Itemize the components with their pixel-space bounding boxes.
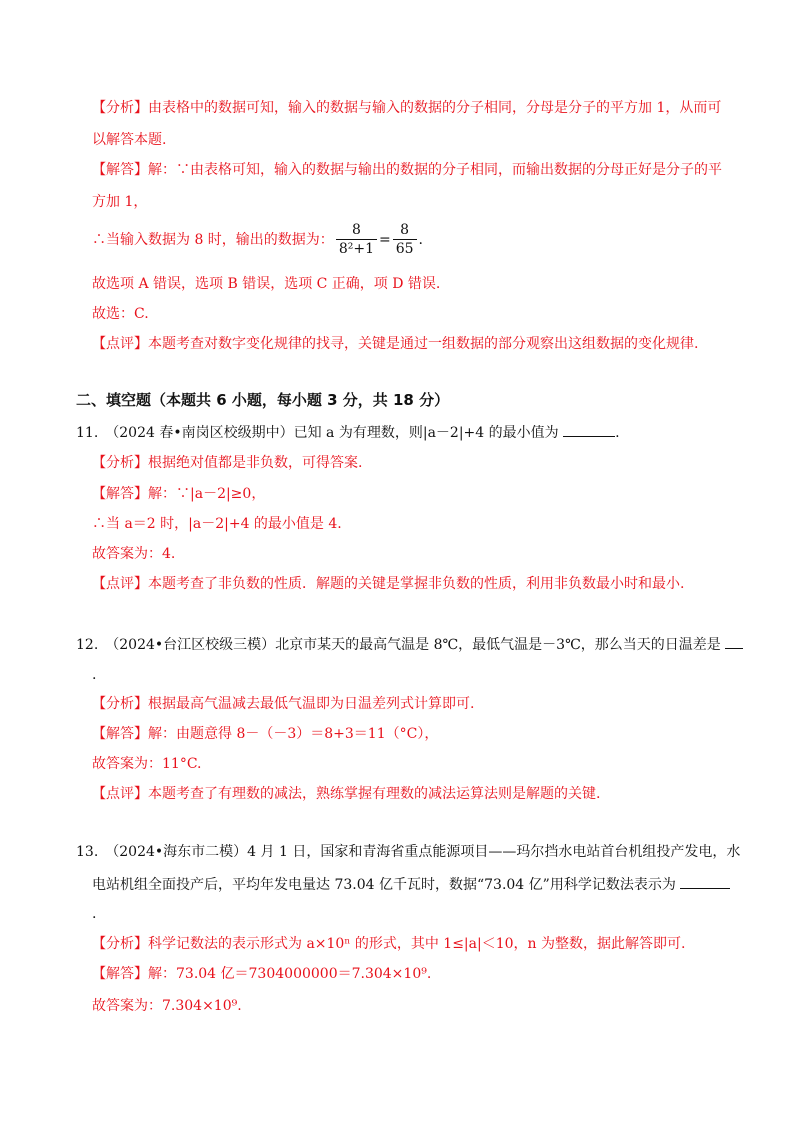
q10-options-line: 故选项 A 错误，选项 B 错误，选项 C 正确，项 D 错误. [92, 276, 441, 292]
q13-answer: 故答案为：7.304×10⁹. [92, 998, 242, 1014]
q13-question-text: 电站机组全面投产后，平均年发电量达 73.04 亿千瓦时，数据“73.04 亿”用科学记数法表示为 [92, 877, 676, 893]
q13-question-line2 [92, 874, 730, 895]
fraction-numerator: 8 [400, 222, 410, 238]
q11-question-text: 11. （2024 春•南岗区校级期中）已知 a 为有理数，则|a－2|+4 的最小值为 [76, 425, 559, 441]
q13-analysis: 【分析】科学记数法的表示形式为 a×10ⁿ 的形式，其中 1≤|a|＜10，n 为整数，据此解答即可. [92, 936, 686, 952]
q10-solution-line1: 【解答】解：∵由表格可知，输入的数据与输出的数据的分子相同，而输出数据的分母正好是分子的平 [92, 162, 722, 178]
q12-question [76, 634, 743, 655]
period: . [418, 232, 423, 248]
q12-analysis: 【分析】根据最高气温减去最低气温即为日温差列式计算即可. [92, 696, 475, 712]
fraction-denominator: 8²+1 [336, 239, 377, 258]
fraction-numerator: 8 [351, 222, 361, 238]
q11-analysis: 【分析】根据绝对值都是非负数，可得答案. [92, 455, 363, 471]
equals-sign: = [378, 232, 391, 248]
fraction-eight-over-sq-plus-one [336, 222, 377, 258]
q12-question-end: . [92, 667, 97, 683]
q13-question-end: . [92, 906, 97, 922]
q10-analysis-line2: 以解答本题. [92, 132, 167, 148]
answer-blank [680, 874, 730, 889]
q10-answer: 故选：C. [92, 306, 149, 322]
q13-solution: 【解答】解：73.04 亿＝7304000000＝7.304×10⁹. [92, 966, 432, 982]
section-title: 二、填空题（本题共 6 小题，每小题 3 分，共 18 分） [76, 391, 450, 409]
q11-comment: 【点评】本题考查了非负数的性质．解题的关键是掌握非负数的性质，利用非负数最小时和最小. [92, 576, 685, 592]
q11-solution-line2: ∴当 a＝2 时，|a－2|+4 的最小值是 4. [92, 516, 342, 532]
q11-question-end: . [615, 425, 620, 441]
q10-analysis-line1: 【分析】由表格中的数据可知，输入的数据与输入的数据的分子相同，分母是分子的平方加 1，从而可 [92, 100, 722, 116]
q13-question-line1: 13. （2024•海东市二模）4 月 1 日，国家和青海省重点能源项目——玛尔挡水电站首台机组投产发电，水 [76, 844, 741, 860]
q10-comment: 【点评】本题考查对数字变化规律的找寻，关键是通过一组数据的部分观察出这组数据的变化规律. [92, 336, 699, 352]
q10-therefore-prefix: ∴当输入数据为 8 时，输出的数据为： [92, 232, 334, 248]
answer-blank [725, 634, 743, 649]
answer-blank [563, 422, 615, 437]
q11-answer: 故答案为：4. [92, 546, 176, 562]
q11-question [76, 422, 620, 443]
q12-comment: 【点评】本题考查了有理数的减法，熟练掌握有理数的减法运算法则是解题的关键. [92, 786, 601, 802]
q10-solution-line2: 方加 1， [92, 194, 148, 210]
fraction-eight-over-65 [393, 222, 417, 258]
fraction-denominator: 65 [393, 239, 417, 258]
q12-answer: 故答案为：11°C. [92, 756, 202, 772]
q12-question-text: 12. （2024•台江区校级三模）北京市某天的最高气温是 8℃，最低气温是－3℃，那么当天的日温差是 [76, 637, 721, 653]
q10-therefore-line [92, 222, 423, 258]
q11-solution-line1: 【解答】解：∵|a－2|≥0， [92, 486, 266, 502]
q12-solution: 【解答】解：由题意得 8－（－3）＝8+3＝11（°C）， [92, 726, 439, 742]
